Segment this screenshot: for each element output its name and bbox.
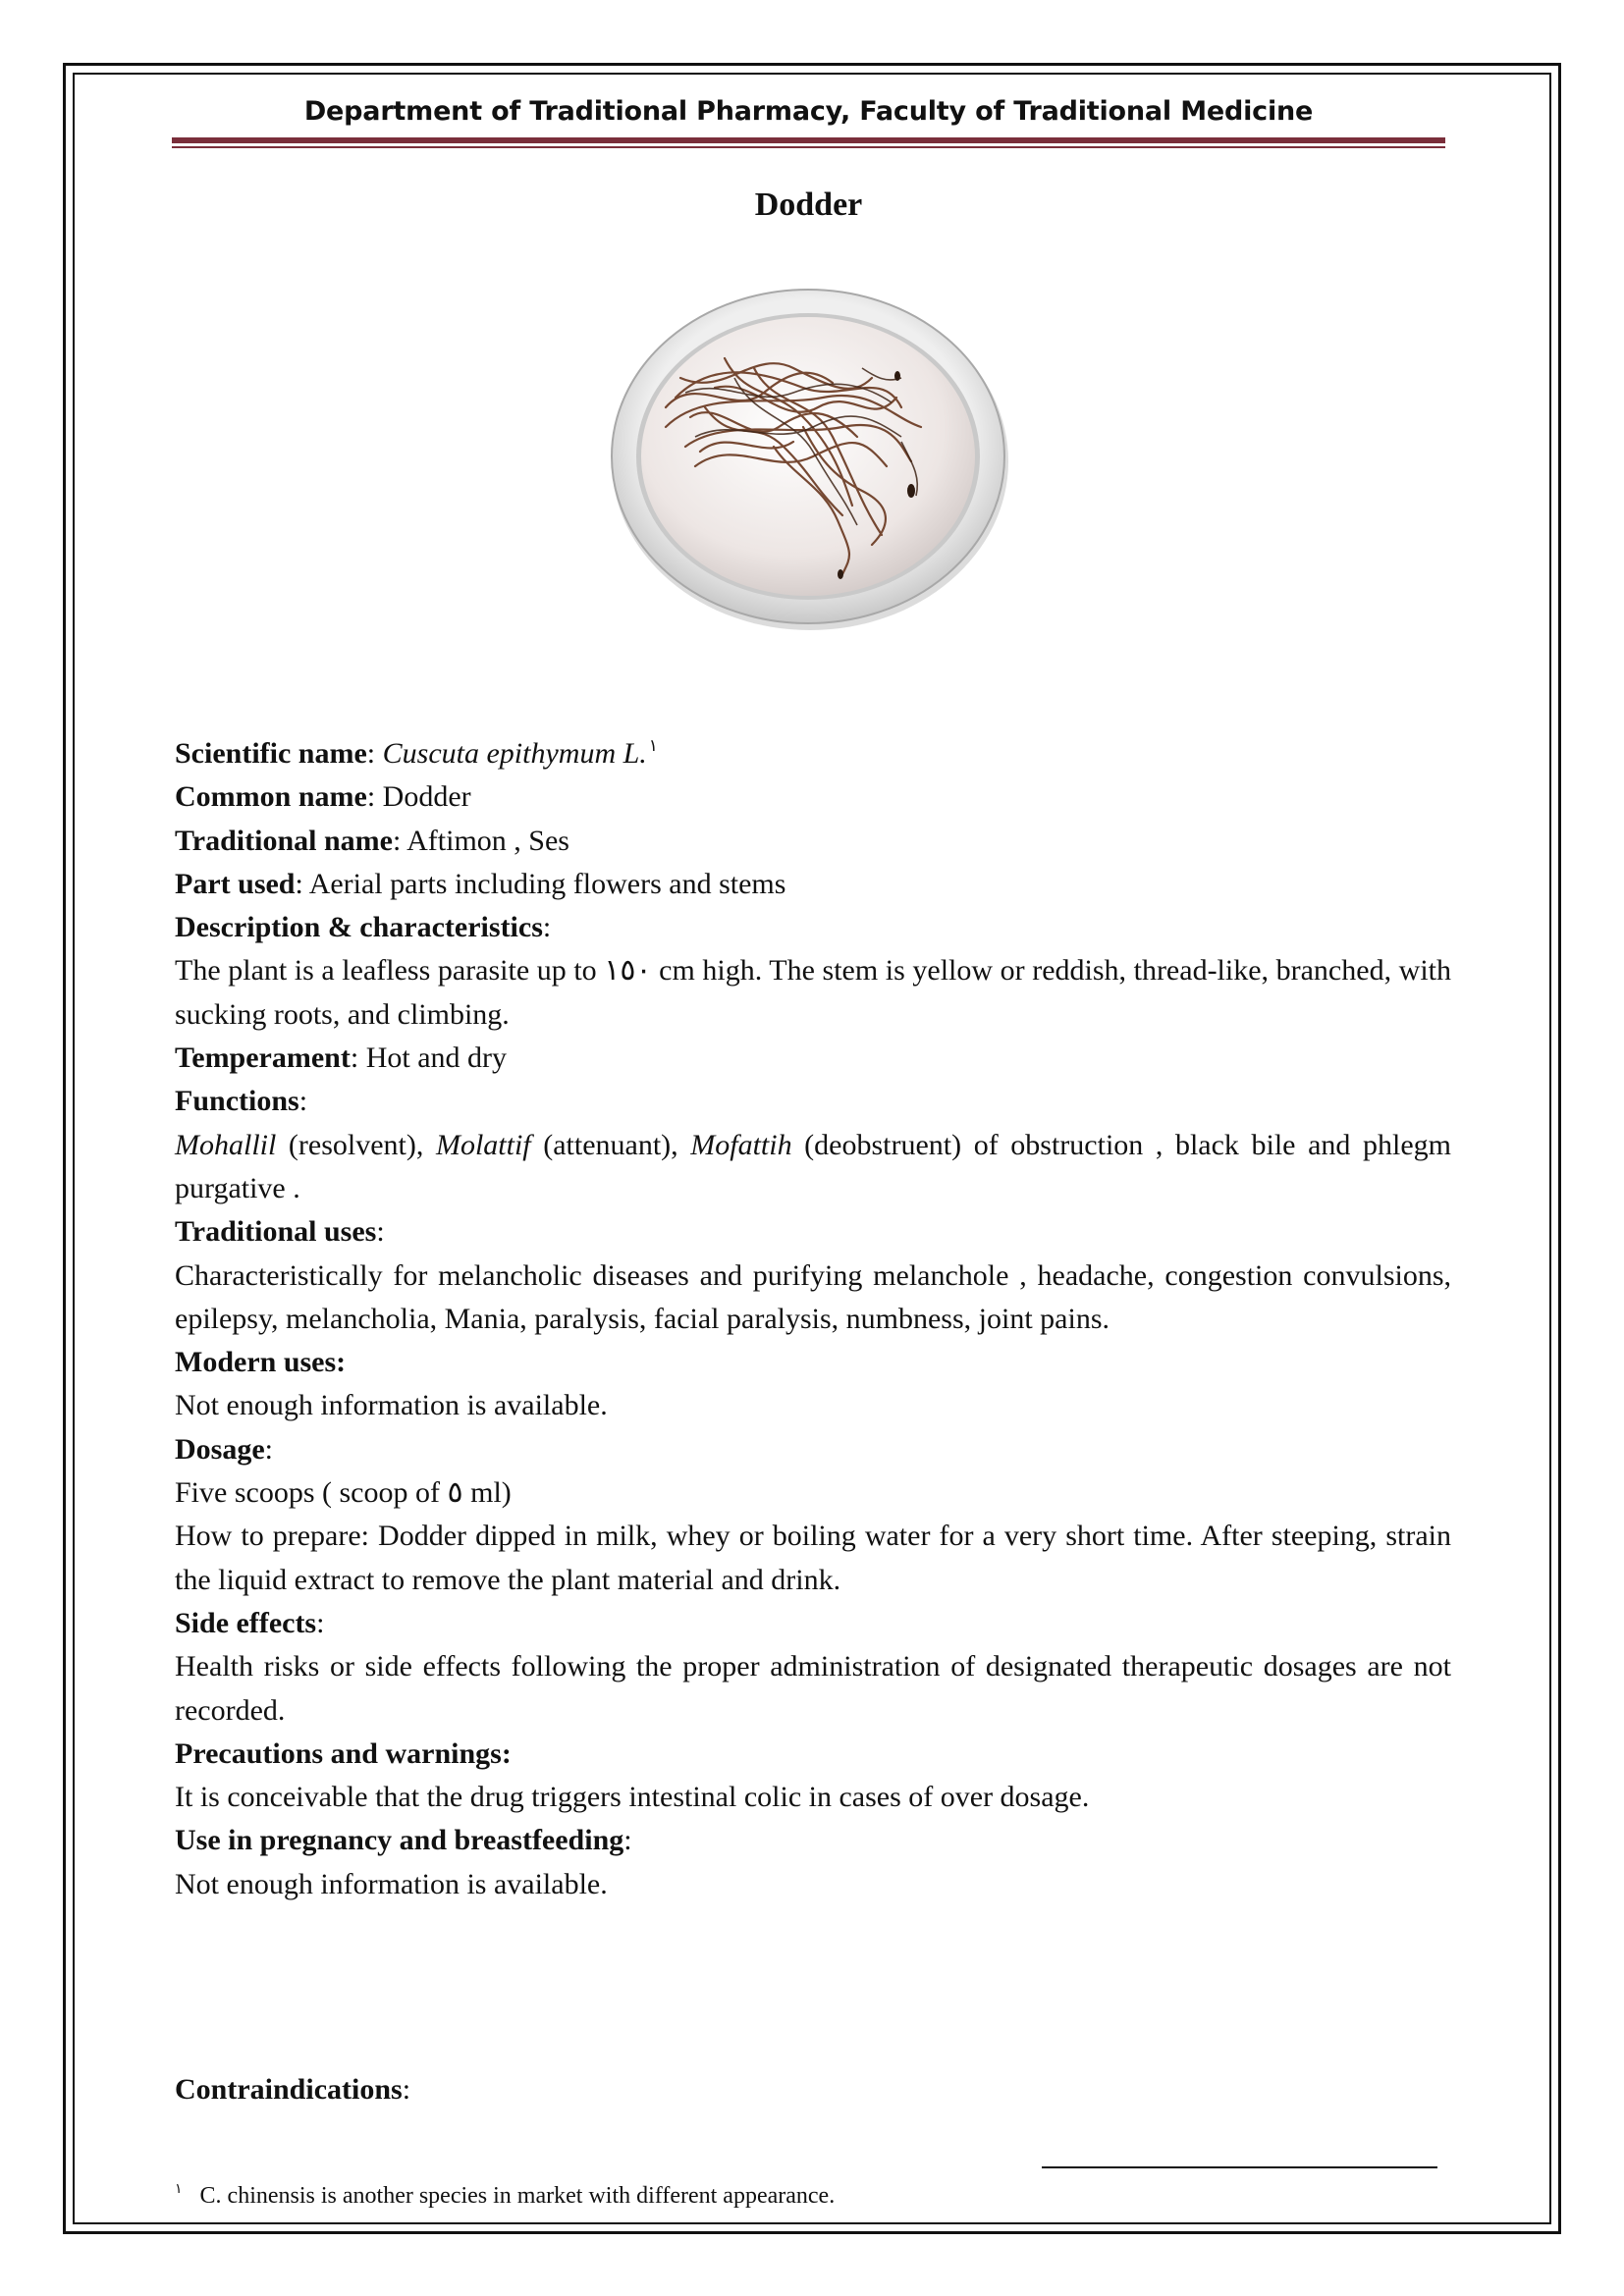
page-title: Dodder — [754, 187, 863, 223]
dosage-text: Five scoops ( scoop of ٥ ml) — [175, 1476, 512, 1510]
precautions-heading — [175, 1733, 1451, 1776]
scientific-name-value: Cuscuta epithymum L. — [382, 737, 647, 770]
department-header: Department of Traditional Pharmacy, Faculty of Traditional Medicine — [303, 96, 1314, 127]
part-used-value: Aerial parts including flowers and stems — [308, 867, 786, 900]
footnote-text: C. chinensis is another species in market with different appearance. — [199, 2183, 836, 2209]
traditional-uses-text: Characteristically for melancholic diseases and purifying melanchole , headache, congestion convulsions, epilepsy, melancholia, Mania, paralysis, facial paralysis, numbness, joint pains. — [175, 1258, 1451, 1335]
description-label: Description & characteristics — [175, 911, 543, 944]
pregnancy-label: Use in pregnancy and breastfeeding — [175, 1824, 624, 1857]
scientific-name-line: Scientific name: Cuscuta epithymum L. $^١$ — [175, 736, 658, 770]
contraindications-label: Contraindications — [175, 2073, 403, 2106]
dodder-plate-image — [607, 280, 1009, 638]
header-rule-thick — [172, 137, 1445, 143]
dosage-heading: Dosage: — [175, 1432, 273, 1466]
side-effects-label: Side effects — [175, 1606, 317, 1639]
part-used-label: Part used — [175, 867, 296, 900]
footnote-separator — [1042, 2166, 1437, 2168]
dosage-label: Dosage — [175, 1432, 265, 1466]
functions-term-mohallil: Mohallil — [175, 1128, 277, 1161]
functions-heading: Functions: — [175, 1085, 308, 1118]
functions-text-1: (resolvent), — [276, 1128, 436, 1161]
traditional-name-value: Aftimon , Ses — [406, 824, 569, 857]
traditional-name-line: Traditional name: Aftimon , Ses — [175, 824, 569, 857]
contraindications-heading: Contraindications: — [175, 2073, 411, 2106]
footnote — [175, 2181, 835, 2210]
side-effects-text: Health risks or side effects following the proper administration of designated therapeutic dosages are not recorded. — [175, 1650, 1451, 1727]
common-name-value: Dodder — [382, 780, 471, 814]
traditional-name-label: Traditional name — [175, 824, 393, 857]
modern-uses-label: Modern uses: — [175, 1346, 347, 1379]
functions-label: Functions — [175, 1085, 299, 1118]
traditional-uses-heading: Traditional uses: — [175, 1215, 385, 1249]
temperament-line: Temperament: Hot and dry — [175, 1041, 508, 1075]
scientific-name-label: Scientific name — [175, 737, 367, 770]
functions-text-2: (attenuant), — [530, 1128, 691, 1161]
precautions-text: It is conceivable that the drug triggers intestinal colic in cases of over dosage. — [175, 1781, 1090, 1814]
description-text: The plant is a leafless parasite up to ١٥٠ cm high. The stem is yellow or reddish, thread-like, branched, with sucking roots, and climbing. — [175, 954, 1451, 1031]
functions-text-3: (deobstruent) of obstruction , black bile and phlegm purgative . — [175, 1128, 1451, 1204]
temperament-label: Temperament — [175, 1041, 351, 1075]
modern-uses-text: Not enough information is available. — [175, 1389, 608, 1422]
description-heading: Description & characteristics: — [175, 911, 552, 944]
modern-uses-heading — [175, 1341, 1451, 1384]
functions-term-mofattih: Mofattih — [690, 1128, 792, 1161]
header-rule-thin — [172, 146, 1445, 148]
common-name-line: Common name: Dodder — [175, 780, 471, 814]
common-name-label: Common name — [175, 780, 367, 814]
traditional-uses-label: Traditional uses — [175, 1215, 377, 1249]
preparation-text: How to prepare: Dodder dipped in milk, whey or boiling water for a very short time. After steeping, strain the liquid extract to remove the plant material and drink. — [175, 1520, 1451, 1596]
functions-term-molattif: Molattif — [435, 1128, 531, 1161]
pregnancy-heading: Use in pregnancy and breastfeeding: — [175, 1824, 632, 1857]
functions-text — [175, 1124, 1451, 1211]
footnote-mark: ١ — [175, 2182, 183, 2197]
part-used-line: Part used: Aerial parts including flowers and stems — [175, 867, 786, 900]
pregnancy-text: Not enough information is available. — [175, 1867, 608, 1900]
precautions-label: Precautions and warnings: — [175, 1736, 512, 1770]
side-effects-heading: Side effects: — [175, 1606, 325, 1639]
footnote-ref: ١ — [648, 736, 658, 755]
temperament-value: Hot and dry — [365, 1041, 508, 1075]
monograph-body — [175, 724, 1451, 1906]
